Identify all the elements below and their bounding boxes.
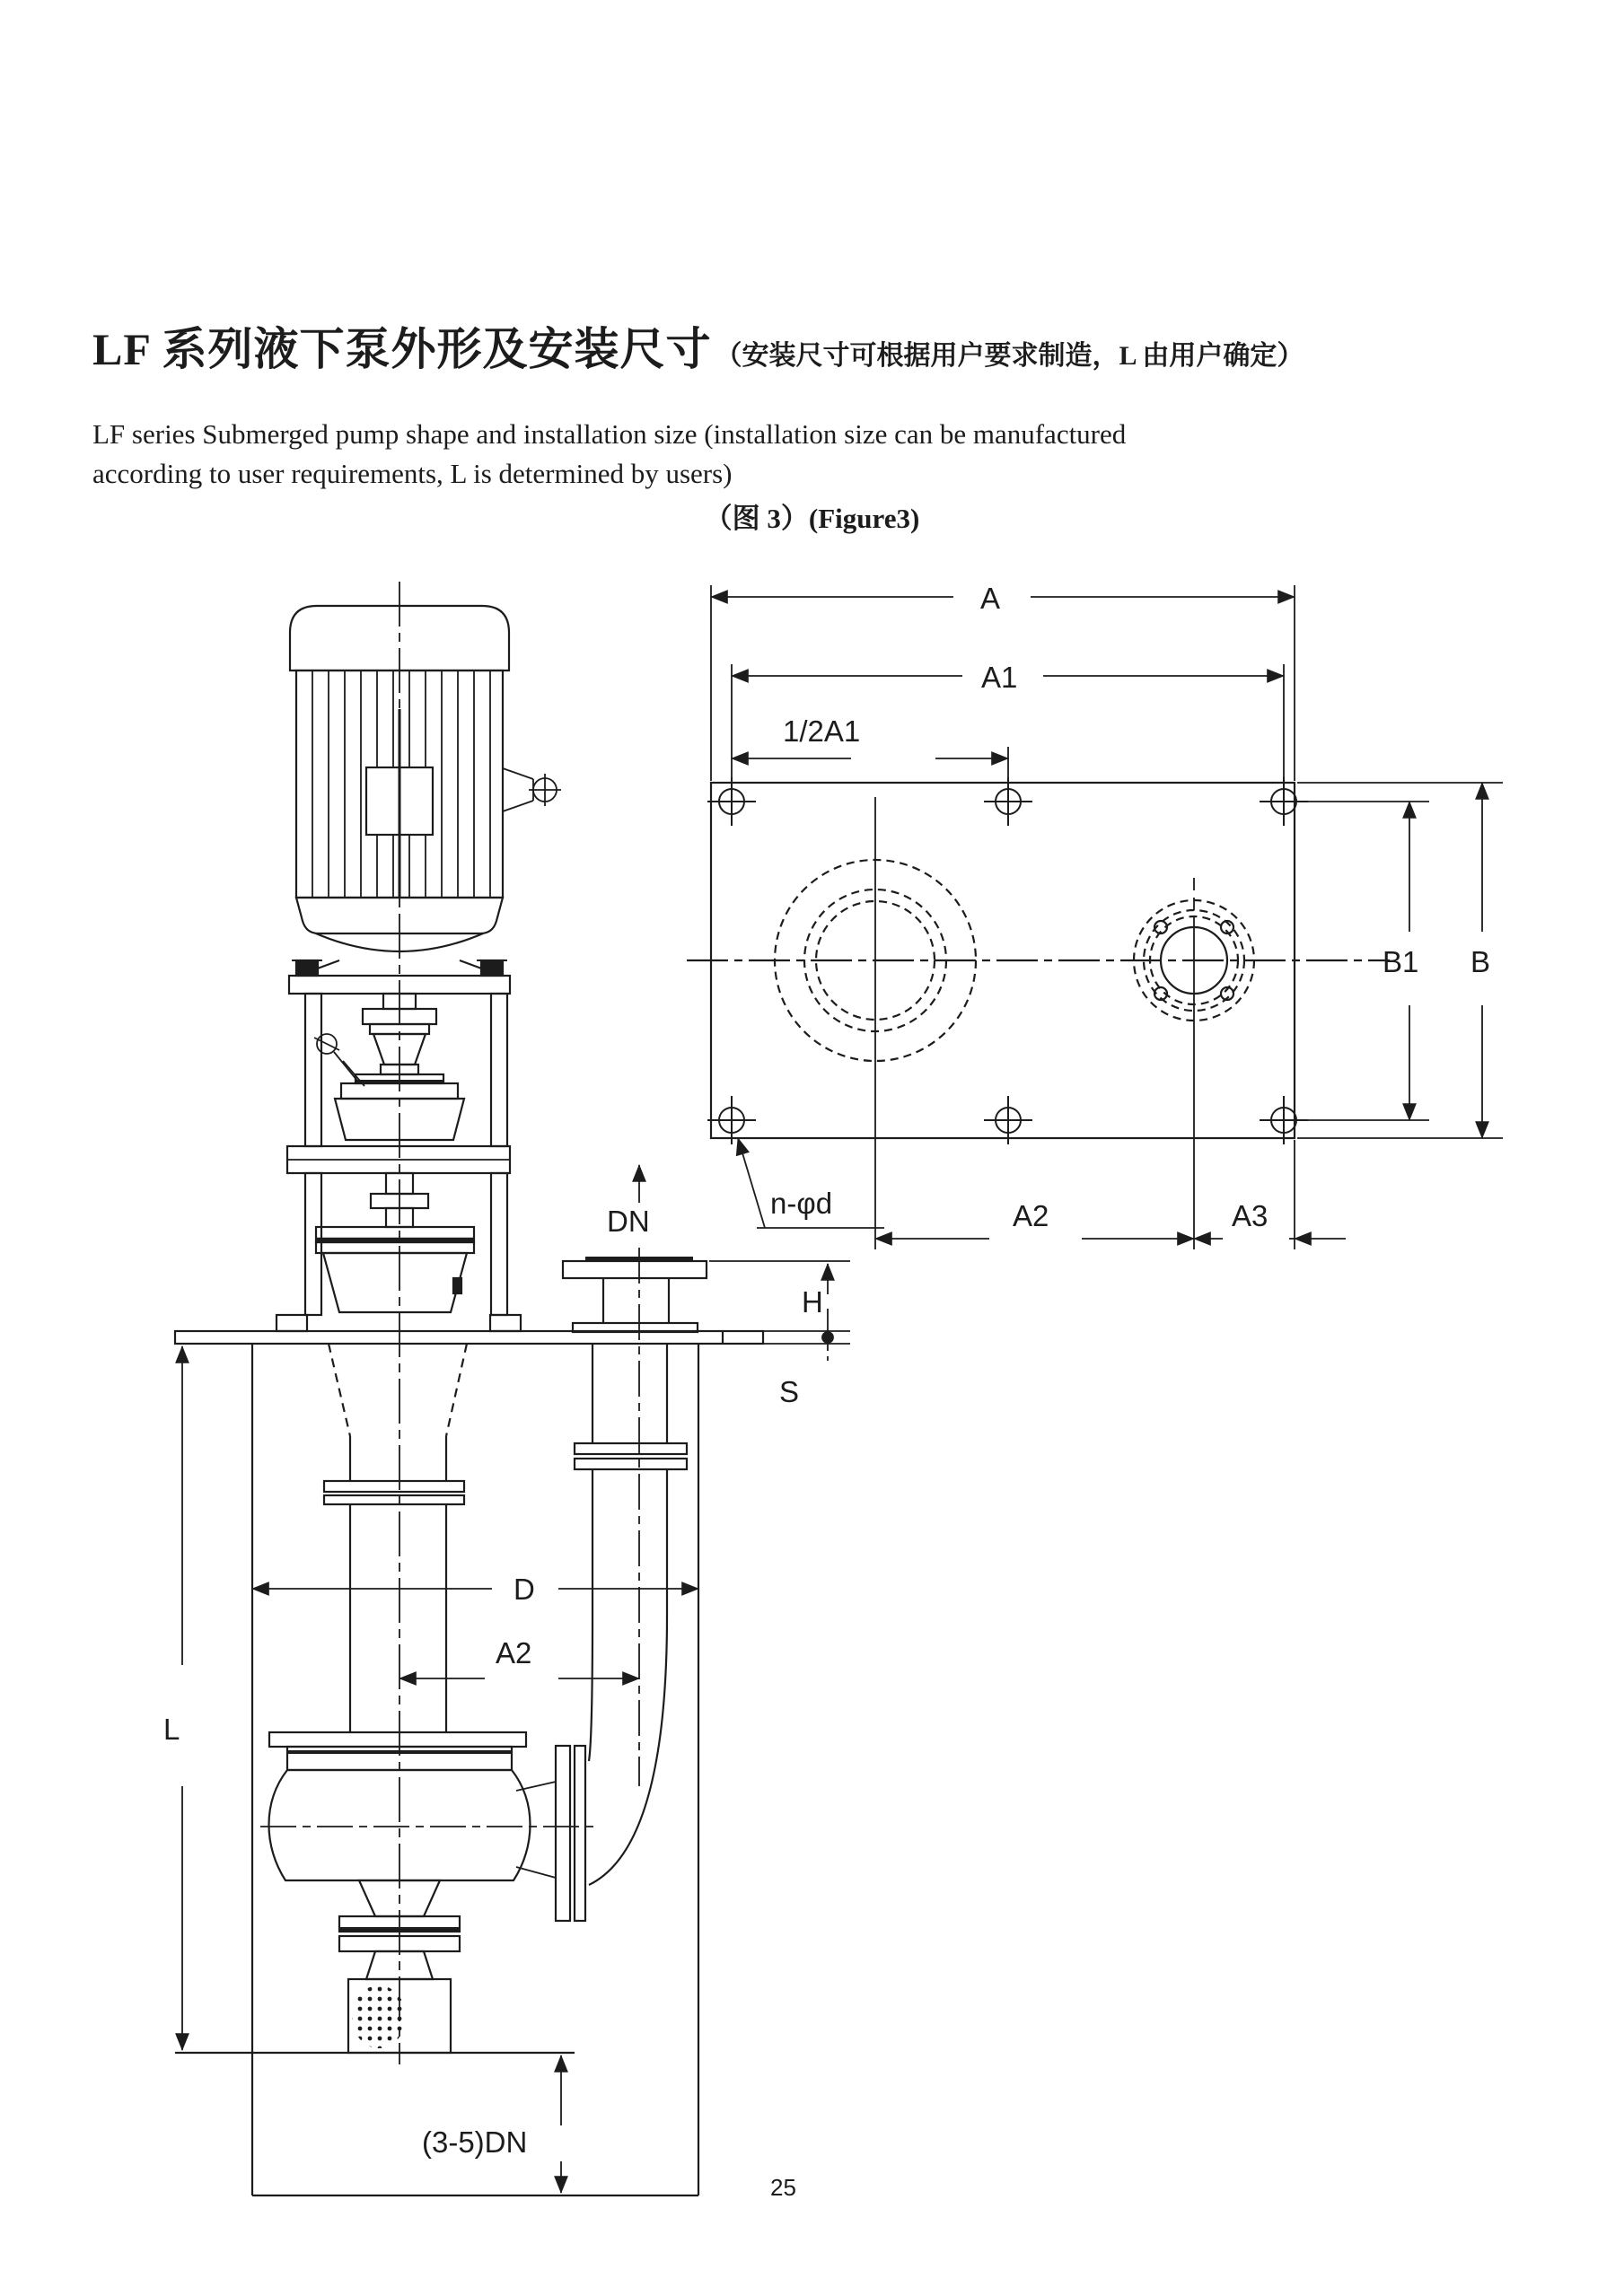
motor-junction-box <box>503 768 561 811</box>
callout-n-phi-d <box>738 1138 884 1228</box>
dim-label-A2-side: A2 <box>496 1636 532 1669</box>
subtitle-line2: according to user requirements, L is determined by users) <box>92 458 733 490</box>
bearing-band2 <box>316 1242 474 1253</box>
stand-column-left <box>305 1173 321 1315</box>
dim-B1 <box>1383 802 1418 1120</box>
dim-label-B: B <box>1470 945 1491 978</box>
page-number: 25 <box>770 2174 796 2201</box>
elbow-outer <box>589 1616 667 1885</box>
stand-column-right <box>491 1173 507 1315</box>
column-flange-lower <box>324 1495 464 1504</box>
title-paren-note: （安装尺寸可根据用户要求制造，L 由用户确定） <box>715 341 1304 371</box>
dim-label-D: D <box>514 1573 535 1606</box>
elbow-flange-outer <box>556 1746 570 1921</box>
elbow-inner <box>589 1616 593 1761</box>
dim-A2-side <box>399 1636 639 1678</box>
column-flange-upper <box>324 1481 464 1492</box>
dim-A1 <box>732 661 1284 694</box>
dim-label-S: S <box>779 1375 800 1408</box>
support-stand <box>277 1173 521 1331</box>
dim-label-H: H <box>802 1285 823 1319</box>
dim-suction-clearance <box>422 2055 561 2193</box>
pipe-flange-upper <box>575 1443 687 1454</box>
volute-top-lip <box>269 1732 526 1747</box>
stand-foot-left <box>277 1315 307 1331</box>
frame-column-right <box>491 994 507 1146</box>
pipe-flange-lower <box>575 1459 687 1469</box>
dim-half-A1 <box>732 714 1008 758</box>
bearing-bucket <box>323 1253 467 1312</box>
coupling-frame <box>305 994 507 1146</box>
dim-A <box>711 582 1295 615</box>
dim-label-A1: A1 <box>981 661 1018 694</box>
dim-A2-A3 <box>875 1199 1346 1239</box>
motor <box>289 606 561 994</box>
motor-foot-nut-right <box>481 960 503 976</box>
dim-label-A3: A3 <box>1232 1199 1268 1232</box>
volute-casing <box>260 1732 600 2053</box>
plate-top-view <box>687 582 1503 1249</box>
bearing-nub <box>453 1278 461 1293</box>
discharge-pipe-down <box>556 1344 687 1921</box>
strainer-holes <box>352 1985 406 2048</box>
pump-column <box>324 1344 467 1732</box>
discharge-pipe-top <box>563 1165 707 1786</box>
subtitle-line1: LF series Submerged pump shape and installation size (installation size can be manufactured <box>92 418 1127 450</box>
title-chinese: LF 系列液下泵外形及安装尺寸 <box>92 324 712 374</box>
stand-foot-right <box>490 1315 521 1331</box>
motor-foot-nut-left <box>296 960 318 976</box>
dim-B <box>1470 783 1490 1138</box>
dim-L <box>163 1346 182 2050</box>
dim-D <box>252 1573 698 1606</box>
dim-label-DN: DN <box>607 1205 650 1238</box>
dim-label-B1: B1 <box>1383 945 1419 978</box>
dim-label-n-phi-d: n-φd <box>770 1187 833 1220</box>
extension-lines <box>711 585 1503 1249</box>
pump-elevation-view <box>163 582 850 2195</box>
elbow-flange-inner <box>575 1746 585 1921</box>
dim-label-A2: A2 <box>1013 1199 1049 1232</box>
dim-label-L: L <box>163 1713 180 1746</box>
discharge-flange <box>563 1261 707 1278</box>
dim-label-suction-clearance: (3-5)DN <box>422 2125 528 2159</box>
figure-caption: （图 3）(Figure3) <box>704 503 920 534</box>
dim-label-A: A <box>980 582 1001 615</box>
mounting-plate-side <box>175 1331 850 1344</box>
dim-label-half-A1: 1/2A1 <box>783 714 861 748</box>
dim-H-S <box>709 1261 850 1408</box>
frame-column-left <box>305 994 321 1146</box>
